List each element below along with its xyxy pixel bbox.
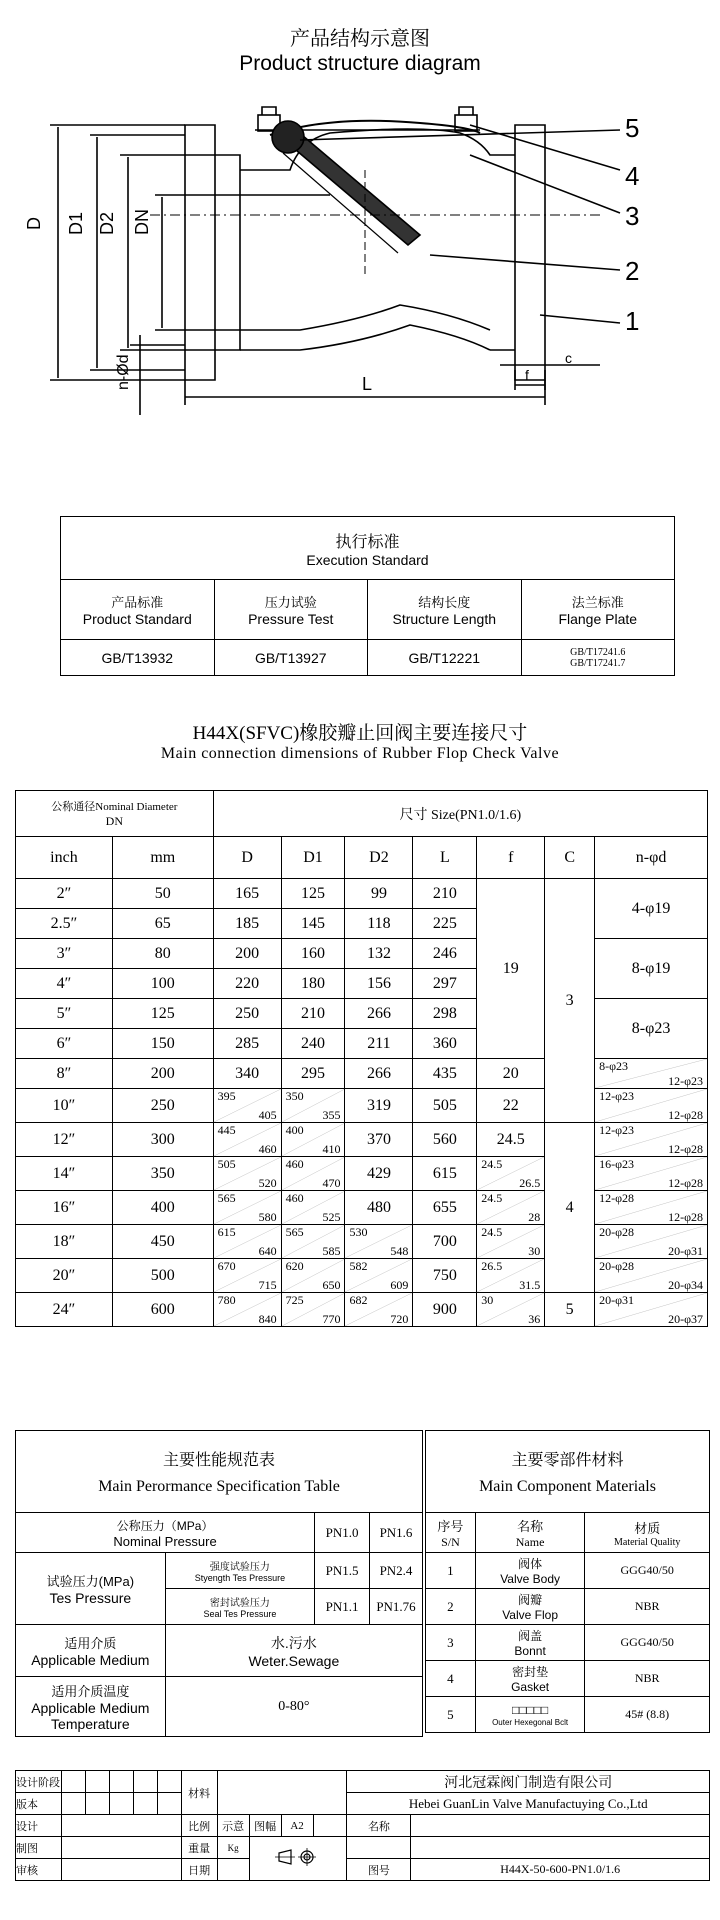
material-sn: 1 xyxy=(426,1553,476,1589)
test-pressure: 试验压力(MPa) Tes Pressure xyxy=(16,1553,166,1625)
material-name: 阀盖 Bonnt xyxy=(475,1625,585,1661)
cell-n xyxy=(595,1089,708,1123)
execution-standard-table xyxy=(60,516,675,676)
cell-n xyxy=(595,1123,708,1157)
split-upper: 24.5 xyxy=(481,1157,503,1171)
split-upper: 725 xyxy=(285,1293,304,1307)
cell-mm: 65 xyxy=(112,909,213,939)
cell-mm: 300 xyxy=(112,1123,213,1157)
split-lower: 470 xyxy=(322,1176,341,1190)
part-number: 5 xyxy=(625,113,640,143)
split-lower: 26.5 xyxy=(519,1176,541,1190)
split-lower: 30 xyxy=(528,1244,541,1258)
cell-d xyxy=(213,1259,281,1293)
value-structure-length: GB/T12221 xyxy=(368,640,522,676)
version-label: 版本 xyxy=(16,1793,62,1815)
header-product-standard: 产品标准 Product Standard xyxy=(61,580,215,640)
strength-value: PN2.4 xyxy=(370,1553,423,1589)
table-row xyxy=(16,1225,708,1259)
cell-l: 700 xyxy=(413,1225,477,1259)
temperature-value: 0-80° xyxy=(165,1677,422,1737)
cell-inch: 3″ xyxy=(16,939,113,969)
split-lower: 28 xyxy=(528,1210,541,1224)
split-lower: 460 xyxy=(258,1142,277,1156)
material-sn: 2 xyxy=(426,1589,476,1625)
split-upper: 20-φ28 xyxy=(599,1259,635,1273)
cell-d2 xyxy=(345,1225,413,1259)
split-lower: 12-φ28 xyxy=(668,1142,703,1156)
split-lower: 12-φ28 xyxy=(668,1108,703,1122)
cell-mm: 350 xyxy=(112,1157,213,1191)
dimensions-table xyxy=(15,790,708,1327)
material-row xyxy=(426,1661,710,1697)
cell-inch: 18″ xyxy=(16,1225,113,1259)
split-upper: 12-φ28 xyxy=(599,1191,635,1205)
company-name-en: Hebei GuanLin Valve Manufactuying Co.,Ltd xyxy=(347,1793,710,1815)
material-name: 阀瓣 Valve Flop xyxy=(475,1589,585,1625)
cell-n xyxy=(595,1293,708,1327)
split-upper: 24.5 xyxy=(481,1225,503,1239)
drawing-number: H44X-50-600-PN1.0/1.6 xyxy=(411,1859,710,1881)
dim-label: L xyxy=(362,374,373,394)
split-lower: 640 xyxy=(258,1244,277,1258)
split-upper: 460 xyxy=(285,1157,304,1171)
material-quality: NBR xyxy=(585,1661,710,1697)
col-L: L xyxy=(413,837,477,879)
split-lower: 650 xyxy=(322,1278,341,1292)
cell-d: 165 xyxy=(213,879,281,909)
cell-l: 505 xyxy=(413,1089,477,1123)
cell-d1: 145 xyxy=(281,909,345,939)
cell-d: 250 xyxy=(213,999,281,1029)
split-upper: 26.5 xyxy=(481,1259,503,1273)
medium-temperature: 适用介质温度 Applicable Medium Temperature xyxy=(16,1677,166,1737)
cell-c: 4 xyxy=(545,1123,595,1293)
material-quality: 45# (8.8) xyxy=(585,1697,710,1733)
cell-n: 4-φ19 xyxy=(595,879,708,939)
cell-inch: 24″ xyxy=(16,1293,113,1327)
dim-label: D2 xyxy=(97,211,117,235)
split-lower: 20-φ37 xyxy=(668,1312,703,1326)
company-name-cn: 河北冠霖阀门制造有限公司 xyxy=(347,1771,710,1793)
design-stage-label: 设计阶段 xyxy=(16,1771,62,1793)
cell-d xyxy=(213,1123,281,1157)
performance-title: 主要性能规范表 Main Perormance Specification Table xyxy=(16,1431,423,1513)
cell-d1: 210 xyxy=(281,999,345,1029)
cell-d2: 370 xyxy=(345,1123,413,1157)
cell-d1: 125 xyxy=(281,879,345,909)
dim-label: D xyxy=(24,217,44,230)
split-lower: 770 xyxy=(322,1312,341,1326)
value-product-standard: GB/T13932 xyxy=(61,640,215,676)
cell-d xyxy=(213,1225,281,1259)
cell-l: 360 xyxy=(413,1029,477,1059)
pn-value: PN1.6 xyxy=(370,1513,423,1553)
split-upper: 12-φ23 xyxy=(599,1089,635,1103)
cell-n xyxy=(595,1259,708,1293)
marking-label: 示意 xyxy=(217,1815,249,1837)
cell-n xyxy=(595,1157,708,1191)
header-sn: 序号 S/N xyxy=(426,1513,476,1553)
cell-c: 5 xyxy=(545,1293,595,1327)
material-name: □□□□□ Outer Hexegonal Bclt xyxy=(475,1697,585,1733)
cell-n: 8-φ23 xyxy=(595,999,708,1059)
strength-test: 强度试验压力 Styength Tes Pressure xyxy=(165,1553,314,1589)
cell-inch: 8″ xyxy=(16,1059,113,1089)
col-D: D xyxy=(213,837,281,879)
cell-d1 xyxy=(281,1225,345,1259)
sheet-value: A2 xyxy=(281,1815,313,1837)
split-upper: 565 xyxy=(217,1191,236,1205)
cell-d2: 99 xyxy=(345,879,413,909)
cell-mm: 250 xyxy=(112,1089,213,1123)
material-name: 密封垫 Gasket xyxy=(475,1661,585,1697)
split-upper: 350 xyxy=(285,1089,304,1103)
weight-label: 重量 xyxy=(181,1837,217,1859)
split-lower: 580 xyxy=(258,1210,277,1224)
split-upper: 505 xyxy=(217,1157,236,1171)
split-lower: 548 xyxy=(390,1244,409,1258)
name-label: 名称 xyxy=(347,1815,411,1837)
cell-l: 655 xyxy=(413,1191,477,1225)
table-row xyxy=(16,939,708,969)
cell-mm: 600 xyxy=(112,1293,213,1327)
table-row xyxy=(16,1059,708,1089)
nominal-diameter-header: 公称通径Nominal Diameter DN xyxy=(16,791,214,837)
split-lower: 405 xyxy=(258,1108,277,1122)
cell-d1: 295 xyxy=(281,1059,345,1089)
col-C: C xyxy=(545,837,595,879)
cell-d1: 240 xyxy=(281,1029,345,1059)
col-D2: D2 xyxy=(345,837,413,879)
cell-d1 xyxy=(281,1293,345,1327)
header-material: 材质 Material Quality xyxy=(585,1513,710,1553)
cell-inch: 12″ xyxy=(16,1123,113,1157)
material-row xyxy=(426,1697,710,1733)
split-upper: 24.5 xyxy=(481,1191,503,1205)
cell-mm: 150 xyxy=(112,1029,213,1059)
cell-d: 340 xyxy=(213,1059,281,1089)
split-lower: 585 xyxy=(322,1244,341,1258)
cell-l: 900 xyxy=(413,1293,477,1327)
part-number: 1 xyxy=(625,306,640,336)
cell-l: 560 xyxy=(413,1123,477,1157)
material-sn: 3 xyxy=(426,1625,476,1661)
cell-d xyxy=(213,1157,281,1191)
seal-value: PN1.1 xyxy=(315,1589,370,1625)
cell-n xyxy=(595,1191,708,1225)
split-upper: 20-φ28 xyxy=(599,1225,635,1239)
cell-l: 298 xyxy=(413,999,477,1029)
materials-title: 主要零部件材料 Main Component Materials xyxy=(426,1431,710,1513)
title-block xyxy=(15,1770,710,1881)
cell-inch: 2.5″ xyxy=(16,909,113,939)
cell-f xyxy=(477,1157,545,1191)
cell-d2: 319 xyxy=(345,1089,413,1123)
table-row xyxy=(16,879,708,909)
split-lower: 525 xyxy=(322,1210,341,1224)
cell-d: 200 xyxy=(213,939,281,969)
split-upper: 620 xyxy=(285,1259,304,1273)
cell-l: 210 xyxy=(413,879,477,909)
drafter-label: 制图 xyxy=(16,1837,62,1859)
cell-inch: 2″ xyxy=(16,879,113,909)
reviewer-label: 审核 xyxy=(16,1859,62,1881)
performance-table xyxy=(15,1430,423,1737)
cell-l: 297 xyxy=(413,969,477,999)
cell-d2: 211 xyxy=(345,1029,413,1059)
material-row xyxy=(426,1625,710,1661)
header-pressure-test: 压力试验 Pressure Test xyxy=(214,580,368,640)
cell-l: 225 xyxy=(413,909,477,939)
projection-symbol xyxy=(249,1837,347,1881)
split-lower: 520 xyxy=(258,1176,277,1190)
split-lower: 36 xyxy=(528,1312,541,1326)
cell-d2: 266 xyxy=(345,1059,413,1089)
cell-mm: 400 xyxy=(112,1191,213,1225)
split-upper: 615 xyxy=(217,1225,236,1239)
cell-inch: 10″ xyxy=(16,1089,113,1123)
split-upper: 30 xyxy=(481,1293,494,1307)
split-lower: 840 xyxy=(258,1312,277,1326)
cell-d1 xyxy=(281,1123,345,1157)
material-sn: 4 xyxy=(426,1661,476,1697)
split-upper: 395 xyxy=(217,1089,236,1103)
material-label: 材料 xyxy=(181,1771,217,1815)
cell-mm: 125 xyxy=(112,999,213,1029)
table-row xyxy=(16,999,708,1029)
material-quality: NBR xyxy=(585,1589,710,1625)
split-upper: 682 xyxy=(349,1293,368,1307)
split-upper: 8-φ23 xyxy=(599,1059,629,1073)
date-label: 日期 xyxy=(181,1859,217,1881)
material-quality: GGG40/50 xyxy=(585,1625,710,1661)
split-upper: 460 xyxy=(285,1191,304,1205)
dim-label: DN xyxy=(132,209,152,235)
cell-d1 xyxy=(281,1259,345,1293)
split-lower: 715 xyxy=(258,1278,277,1292)
table-row xyxy=(16,1191,708,1225)
material-sn: 5 xyxy=(426,1697,476,1733)
cell-mm: 450 xyxy=(112,1225,213,1259)
cell-n: 8-φ19 xyxy=(595,939,708,999)
cell-inch: 20″ xyxy=(16,1259,113,1293)
split-lower: 12-φ28 xyxy=(668,1210,703,1224)
size-header: 尺寸 Size(PN1.0/1.6) xyxy=(213,791,707,837)
cell-d xyxy=(213,1293,281,1327)
cell-d1 xyxy=(281,1157,345,1191)
cell-inch: 4″ xyxy=(16,969,113,999)
projection-icon xyxy=(273,1844,323,1870)
header-flange-plate: 法兰标准 Flange Plate xyxy=(521,580,675,640)
value-flange-plate: GB/T17241.6 GB/T17241.7 xyxy=(521,640,675,676)
cell-d2 xyxy=(345,1259,413,1293)
split-lower: 609 xyxy=(390,1278,409,1292)
drawing-no-label: 图号 xyxy=(347,1859,411,1881)
table-row xyxy=(16,1089,708,1123)
cell-d xyxy=(213,1191,281,1225)
split-upper: 530 xyxy=(349,1225,368,1239)
col-D1: D1 xyxy=(281,837,345,879)
cell-mm: 100 xyxy=(112,969,213,999)
split-upper: 16-φ23 xyxy=(599,1157,635,1171)
diagram-title-en: Product structure diagram xyxy=(239,52,481,75)
applicable-medium: 适用介质 Applicable Medium xyxy=(16,1625,166,1677)
split-lower: 20-φ31 xyxy=(668,1244,703,1258)
col-mm: mm xyxy=(112,837,213,879)
cell-l: 750 xyxy=(413,1259,477,1293)
cell-d1: 160 xyxy=(281,939,345,969)
value-pressure-test: GB/T13927 xyxy=(214,640,368,676)
cell-d2 xyxy=(345,1293,413,1327)
material-name: 阀体 Valve Body xyxy=(475,1553,585,1589)
cell-f: 24.5 xyxy=(477,1123,545,1157)
diagram-title-cn: 产品结构示意图 xyxy=(290,28,430,50)
split-lower: 12-φ23 xyxy=(668,1074,703,1088)
cell-d2: 429 xyxy=(345,1157,413,1191)
cell-mm: 500 xyxy=(112,1259,213,1293)
cell-mm: 80 xyxy=(112,939,213,969)
table-row xyxy=(16,1293,708,1327)
split-lower: 355 xyxy=(322,1108,341,1122)
sheet-label: 图幅 xyxy=(249,1815,281,1837)
split-upper: 400 xyxy=(285,1123,304,1137)
part-number: 2 xyxy=(625,256,640,286)
cell-f xyxy=(477,1293,545,1327)
cell-f xyxy=(477,1225,545,1259)
split-lower: 410 xyxy=(322,1142,341,1156)
cell-d2: 132 xyxy=(345,939,413,969)
strength-value: PN1.5 xyxy=(315,1553,370,1589)
dimensions-title-en: Main connection dimensions of Rubber Flop Check Valve xyxy=(160,745,560,762)
cell-d2: 266 xyxy=(345,999,413,1029)
cell-l: 615 xyxy=(413,1157,477,1191)
cell-n xyxy=(595,1059,708,1089)
cell-l: 246 xyxy=(413,939,477,969)
material-row xyxy=(426,1553,710,1589)
col-f: f xyxy=(477,837,545,879)
cell-d1 xyxy=(281,1191,345,1225)
cell-n xyxy=(595,1225,708,1259)
kg-label: Kg xyxy=(217,1837,249,1859)
split-lower: 12-φ28 xyxy=(668,1176,703,1190)
pn-value: PN1.0 xyxy=(315,1513,370,1553)
split-upper: 582 xyxy=(349,1259,368,1273)
cell-inch: 16″ xyxy=(16,1191,113,1225)
dim-label: n-Ød xyxy=(115,354,132,390)
col-n-phi-d: n-φd xyxy=(595,837,708,879)
part-number: 3 xyxy=(625,201,640,231)
cell-d: 185 xyxy=(213,909,281,939)
material-row xyxy=(426,1589,710,1625)
split-lower: 720 xyxy=(390,1312,409,1326)
cell-d2: 156 xyxy=(345,969,413,999)
cell-l: 435 xyxy=(413,1059,477,1089)
cell-d1: 180 xyxy=(281,969,345,999)
cell-inch: 5″ xyxy=(16,999,113,1029)
cell-c: 3 xyxy=(545,879,595,1123)
seal-value: PN1.76 xyxy=(370,1589,423,1625)
header-structure-length: 结构长度 Structure Length xyxy=(368,580,522,640)
split-lower: 20-φ34 xyxy=(668,1278,703,1292)
split-upper: 670 xyxy=(217,1259,236,1273)
split-upper: 445 xyxy=(217,1123,236,1137)
split-lower: 31.5 xyxy=(519,1278,541,1292)
cell-f: 20 xyxy=(477,1059,545,1089)
cell-f: 19 xyxy=(477,879,545,1059)
scale-label: 比例 xyxy=(181,1815,217,1837)
cell-d: 285 xyxy=(213,1029,281,1059)
part-number: 4 xyxy=(625,161,640,191)
table-row xyxy=(16,1259,708,1293)
nominal-pressure: 公称压力（MPa） Nominal Pressure xyxy=(16,1513,315,1553)
execution-title: 执行标准 Execution Standard xyxy=(61,517,675,580)
dimensions-title-cn: H44X(SFVC)橡胶瓣止回阀主要连接尺寸 xyxy=(192,723,528,744)
medium-value: 水.污水 Weter.Sewage xyxy=(165,1625,422,1677)
designer-label: 设计 xyxy=(16,1815,62,1837)
cell-inch: 14″ xyxy=(16,1157,113,1191)
table-row xyxy=(16,1157,708,1191)
split-upper: 565 xyxy=(285,1225,304,1239)
split-upper: 12-φ23 xyxy=(599,1123,635,1137)
split-upper: 20-φ31 xyxy=(599,1293,635,1307)
table-row xyxy=(16,1123,708,1157)
cell-d: 220 xyxy=(213,969,281,999)
cell-mm: 50 xyxy=(112,879,213,909)
valve-structure-diagram xyxy=(0,85,720,495)
header-name: 名称 Name xyxy=(475,1513,585,1553)
seal-test: 密封试验压力 Seal Tes Pressure xyxy=(165,1589,314,1625)
cell-f: 22 xyxy=(477,1089,545,1123)
cell-mm: 200 xyxy=(112,1059,213,1089)
cell-d2: 480 xyxy=(345,1191,413,1225)
materials-table xyxy=(425,1430,710,1733)
split-upper: 780 xyxy=(217,1293,236,1307)
cell-inch: 6″ xyxy=(16,1029,113,1059)
cell-f xyxy=(477,1259,545,1293)
material-quality: GGG40/50 xyxy=(585,1553,710,1589)
cell-d1 xyxy=(281,1089,345,1123)
dim-label: D1 xyxy=(66,211,86,235)
col-inch: inch xyxy=(16,837,113,879)
cell-d2: 118 xyxy=(345,909,413,939)
cell-d xyxy=(213,1089,281,1123)
cell-f xyxy=(477,1191,545,1225)
dim-label: c xyxy=(565,350,572,366)
dim-label: f xyxy=(525,367,529,383)
